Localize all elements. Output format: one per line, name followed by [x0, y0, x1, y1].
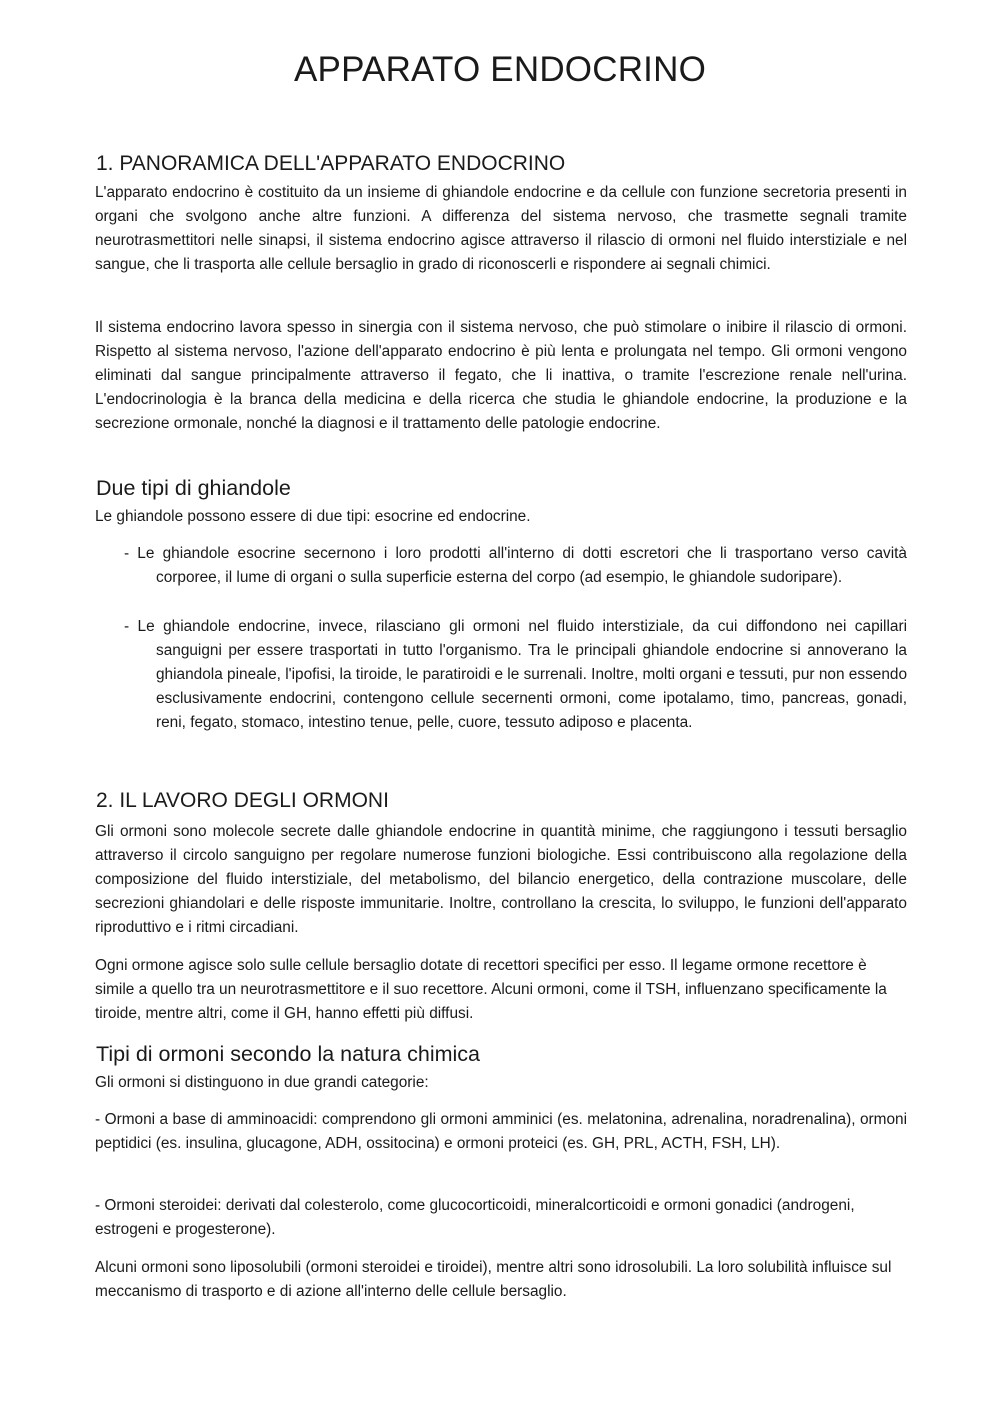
paragraph-ormoni-1: Gli ormoni sono molecole secrete dalle ghiandole endocrine in quantità minime, che raggiungono i tessuti bersaglio attraverso il circolo sanguigno per regolare numerose funzioni biologiche. Essi contribuiscono alla regolazione della composizione del fluido interstiziale, del metabolismo, del bilancio energetico, della contrazione muscolare, delle secrezioni ghiandolari e delle risposte immunitarie. Inoltre, controllano la crescita, lo sviluppo, le funzioni dell'apparato riproduttivo e i ritmi circadiani. — [95, 823, 907, 936]
subheading-due-tipi-ghiandole: Due tipi di ghiandole — [96, 476, 291, 500]
subheading-tipi-ormoni: Tipi di ormoni secondo la natura chimica — [96, 1042, 480, 1066]
list-item-ghiandole-endocrine: - Le ghiandole endocrine, invece, rilasciano gli ormoni nel fluido interstiziale, da cui diffondono nei capillari sanguigni per essere trasportati in tutto l'organismo. Tra le principali ghiandole endocrine si annoverano la ghiandola pineale, l'ipofisi, la tiroide, le paratiroidi e le surrenali. Inoltre, molti organi e tessuti, pur non essendo esclusivamente endocrini, contengono cellule secernenti ormoni, come ipotalamo, timo, pancreas, gonadi, reni, fegato, stomaco, intestino tenue, pelle, cuore, tessuto adiposo e placenta. — [124, 618, 907, 731]
document-title: APPARATO ENDOCRINO — [294, 50, 706, 89]
paragraph-ghiandole-intro: Le ghiandole possono essere di due tipi: esocrine ed endocrine. — [95, 508, 531, 525]
paragraph-ormoni-2: Ogni ormone agisce solo sulle cellule bersaglio dotate di recettori specifici per esso. Il legame ormone recettore è simile a quello tra un neurotrasmettitore e il suo recettore. Alcuni ormoni, come il TSH, influenzano specificamente la tiroide, mentre altri, come il GH, hanno effetti più diffusi. — [95, 957, 887, 1022]
paragraph-panoramica-2: Il sistema endocrino lavora spesso in sinergia con il sistema nervoso, che può stimolare o inibire il rilascio di ormoni. Rispetto al sistema nervoso, l'azione dell'apparato endocrino è più lenta e prolungata nel tempo. Gli ormoni vengono eliminati dal sangue principalmente attraverso il fegato, che li inattiva, o tramite l'escrezione renale nell'urina. L'endocrinologia è la branca della medicina e della ricerca che studia le ghiandole endocrine, la produzione e la secrezione ormonale, nonché la diagnosi e il trattamento delle patologie endocrine. — [95, 319, 907, 432]
paragraph-panoramica-1: L'apparato endocrino è costituito da un insieme di ghiandole endocrine e da cellule con funzione secretoria presenti in organi che svolgono anche altre funzioni. A differenza del sistema nervoso, che trasmette segnali tramite neurotrasmettitori nelle sinapsi, il sistema endocrino agisce attraverso il rilascio di ormoni nel fluido interstiziale e nel sangue, che li trasporta alle cellule bersaglio in grado di riconoscerli e rispondere ai segnali chimici. — [95, 184, 907, 273]
section-heading-lavoro-ormoni: 2. IL LAVORO DEGLI ORMONI — [96, 789, 389, 812]
paragraph-solubilita: Alcuni ormoni sono liposolubili (ormoni steroidei e tiroidei), mentre altri sono idrosolubili. La loro solubilità influisce sul meccanismo di trasporto e di azione all'interno delle cellule bersaglio. — [95, 1259, 892, 1300]
section-heading-panoramica: 1. PANORAMICA DELL'APPARATO ENDOCRINO — [96, 152, 566, 175]
paragraph-ormoni-amminoacidi: - Ormoni a base di amminoacidi: comprendono gli ormoni amminici (es. melatonina, adrenalina, noradrenalina), ormoni peptidici (es. insulina, glucagone, ADH, ossitocina) e ormoni proteici (es. GH, PRL, ACTH, FSH, LH). — [95, 1111, 907, 1152]
list-item-ghiandole-esocrine: - Le ghiandole esocrine secernono i loro prodotti all'interno di dotti escretori che li trasportano verso cavità corporee, il lume di organi o sulla superficie esterna del corpo (ad esempio, le ghiandole sudoripare). — [124, 545, 907, 586]
paragraph-ormoni-steroidei: - Ormoni steroidei: derivati dal colesterolo, come glucocorticoidi, mineralcorticoidi e ormoni gonadici (androgeni, estrogeni e progesterone). — [95, 1197, 855, 1238]
paragraph-tipi-intro: Gli ormoni si distinguono in due grandi categorie: — [95, 1074, 429, 1091]
